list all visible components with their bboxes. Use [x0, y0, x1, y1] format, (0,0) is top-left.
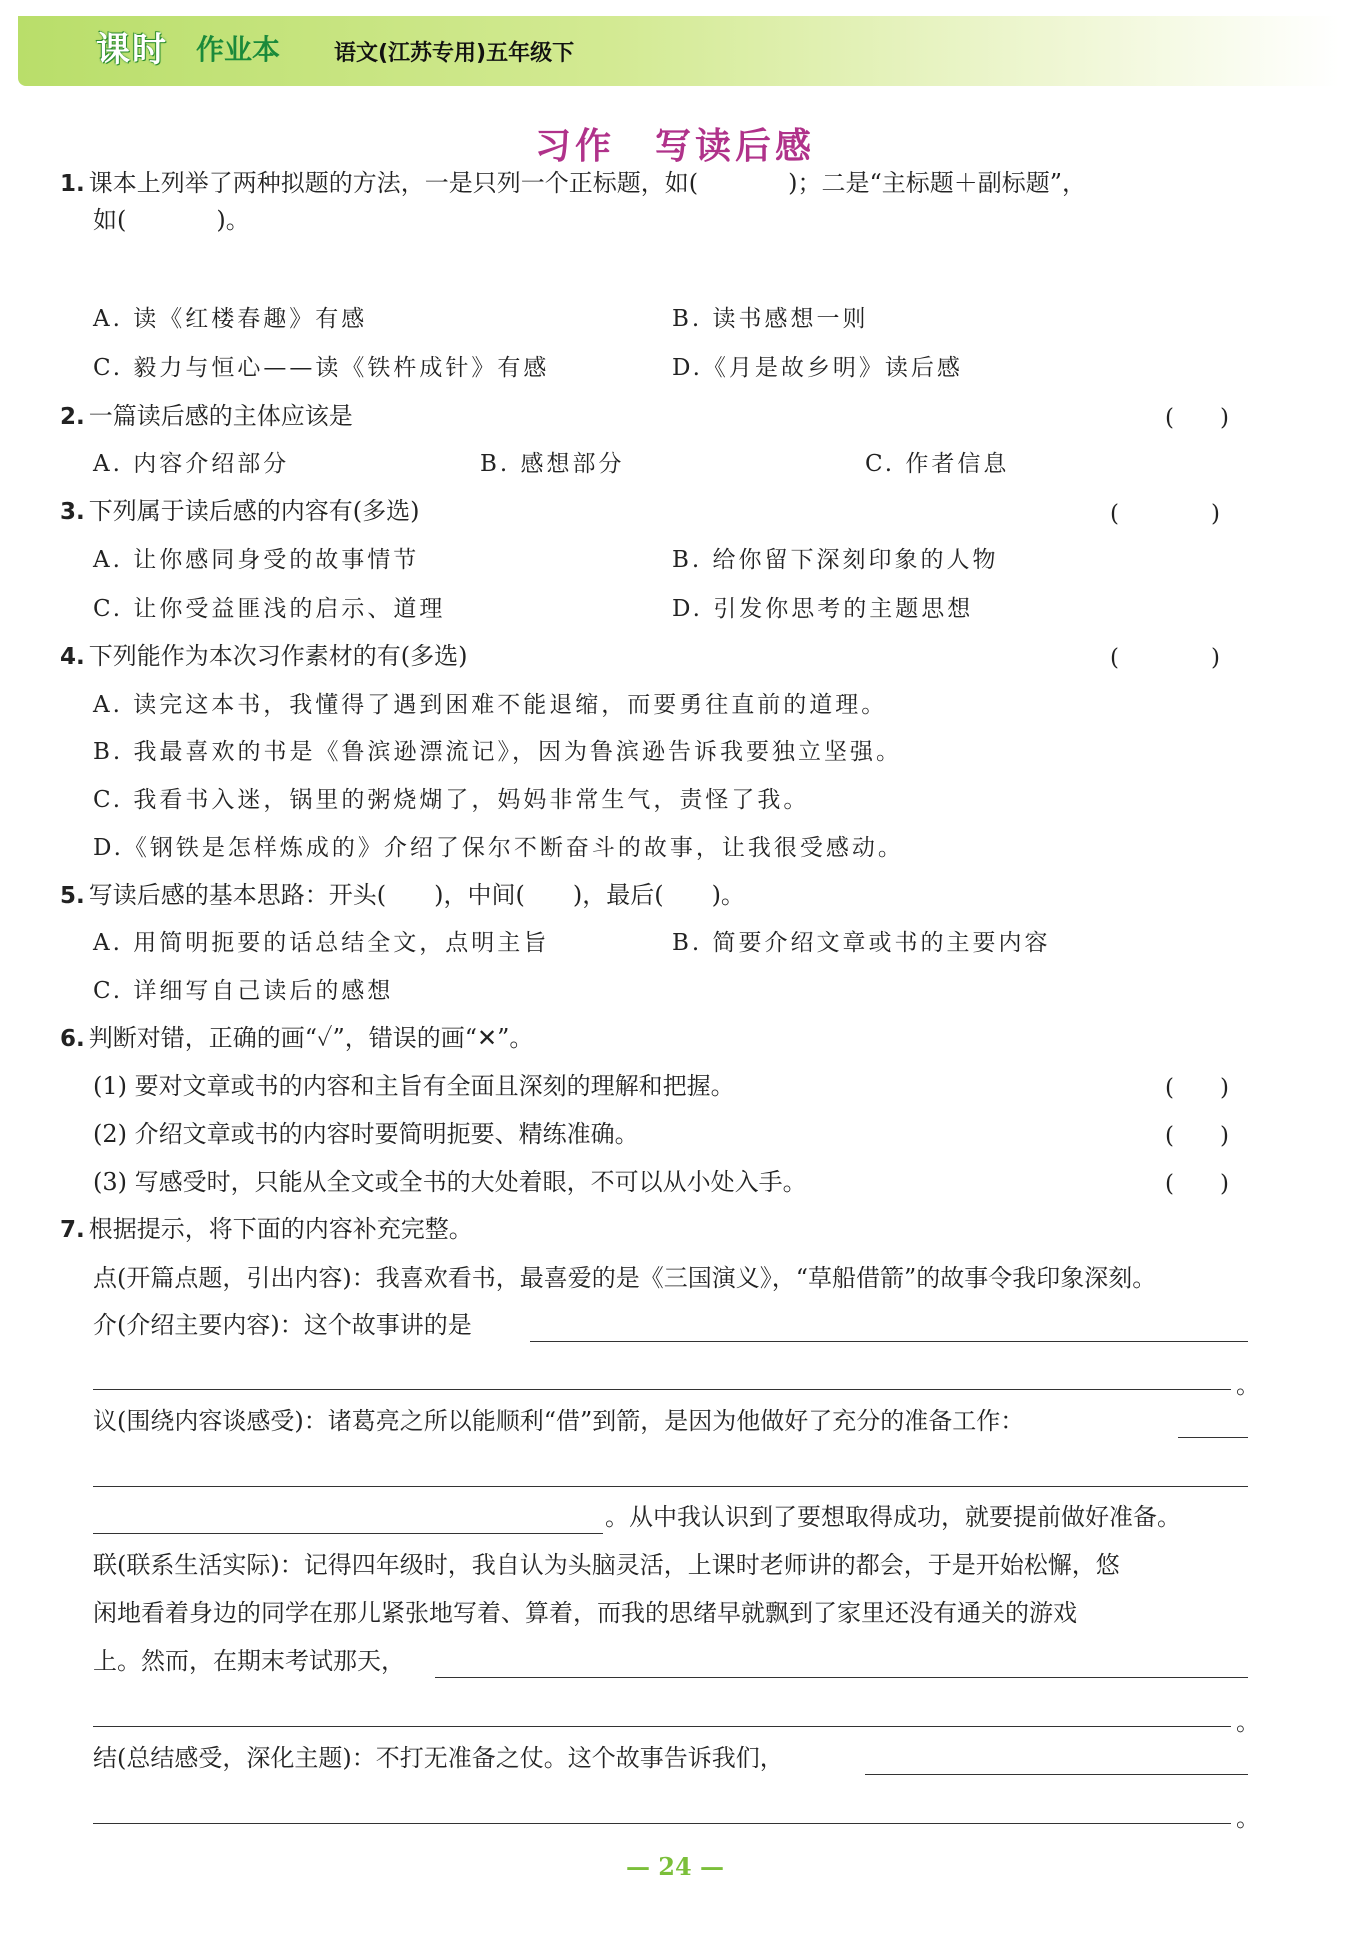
question-number: 5.: [60, 883, 85, 909]
question-number: 1.: [60, 171, 85, 197]
brand-logo: 课时: [96, 30, 168, 70]
option-b: B. 简要介绍文章或书的主要内容: [672, 930, 1051, 956]
answer-bracket[interactable]: ( ): [1110, 645, 1220, 671]
option-a: A. 让你感同身受的故事情节: [93, 547, 420, 573]
period-mark: 。: [1236, 1708, 1260, 1736]
lian-paragraph-line-3: 上。然而，在期末考试那天，: [93, 1647, 405, 1675]
answer-line[interactable]: [1178, 1436, 1248, 1438]
option-c: C. 作者信息: [865, 451, 1010, 477]
question-text: 如(: [93, 206, 127, 234]
answer-bracket[interactable]: ( ): [1165, 1075, 1229, 1101]
option-c: C. 毅力与恒心——读《铁杵成针》有感: [93, 355, 550, 381]
question-3: [60, 494, 419, 529]
question-text: 根据提示，将下面的内容补充完整。: [88, 1215, 473, 1243]
question-number: 3.: [60, 499, 85, 525]
answer-bracket[interactable]: ( ): [1165, 405, 1229, 431]
answer-line[interactable]: [93, 1532, 603, 1534]
option-a: A. 用简明扼要的话总结全文，点明主旨: [93, 930, 550, 956]
option-a: A. 读完这本书，我懂得了遇到困难不能退缩，而要勇往直前的道理。: [93, 692, 888, 718]
page-title: 习作 写读后感: [534, 126, 815, 167]
lian-paragraph-line-1: 联(联系生活实际)：记得四年级时，我自认为头脑灵活，上课时老师讲的都会，于是开始松懈，悠: [93, 1551, 1120, 1579]
question-1: [60, 166, 1086, 201]
question-text: 课本上列举了两种拟题的方法，一是只列一个正标题，如(: [88, 169, 699, 197]
question-text: )。: [216, 206, 250, 234]
question-7: [60, 1212, 473, 1247]
answer-bracket[interactable]: ( ): [1165, 1123, 1229, 1149]
option-b: B. 我最喜欢的书是《鲁滨逊漂流记》，因为鲁滨逊告诉我要独立坚强。: [93, 739, 903, 765]
question-number: 6.: [60, 1026, 85, 1052]
question-5: [60, 878, 745, 913]
option-d: D.《钢铁是怎样炼成的》介绍了保尔不断奋斗的故事，让我很受感动。: [93, 835, 904, 861]
brand-subtitle: 作业本: [196, 33, 281, 66]
question-text: )；二是“主标题＋副标题”，: [788, 169, 1087, 197]
dian-paragraph: 点(开篇点题，引出内容)：我喜欢看书，最喜爱的是《三国演义》，“草船借箭”的故事令我印象深刻。: [93, 1264, 1157, 1292]
question-number: 4.: [60, 644, 85, 670]
jie-paragraph: 介(介绍主要内容)：这个故事讲的是: [93, 1311, 472, 1339]
option-b: B. 感想部分: [480, 451, 625, 477]
option-c: C. 让你受益匪浅的启示、道理: [93, 596, 446, 622]
question-text: 一篇读后感的主体应该是: [88, 402, 353, 430]
answer-line[interactable]: [93, 1822, 1231, 1824]
question-text: 下列属于读后感的内容有(多选): [88, 497, 420, 525]
answer-line[interactable]: [93, 1388, 1231, 1390]
answer-bracket[interactable]: ( ): [1110, 501, 1220, 527]
judge-item-1: (1) 要对文章或书的内容和主旨有全面且深刻的理解和把握。: [93, 1072, 735, 1100]
question-4: [60, 639, 467, 674]
answer-line[interactable]: [865, 1773, 1248, 1775]
question-number: 7.: [60, 1217, 85, 1243]
question-6: [60, 1021, 533, 1056]
subject-label: 语文(江苏专用)五年级下: [334, 41, 575, 66]
lian-paragraph-line-2: 闲地看着身边的同学在那儿紧张地写着、算着，而我的思绪早就飘到了家里还没有通关的游戏: [93, 1599, 1077, 1627]
answer-line[interactable]: [435, 1676, 1248, 1678]
answer-line[interactable]: [530, 1340, 1248, 1342]
answer-bracket[interactable]: ( ): [1165, 1171, 1229, 1197]
option-a: A. 内容介绍部分: [93, 451, 290, 477]
option-c: C. 详细写自己读后的感想: [93, 978, 394, 1004]
yi-conclusion: 。从中我认识到了要想取得成功，就要提前做好准备。: [605, 1503, 1181, 1531]
period-mark: 。: [1236, 1804, 1260, 1832]
jie2-paragraph: 结(总结感受，深化主题)：不打无准备之仗。这个故事告诉我们，: [93, 1744, 784, 1772]
question-text: 下列能作为本次习作素材的有(多选): [88, 642, 468, 670]
judge-item-2: (2) 介绍文章或书的内容时要简明扼要、精练准确。: [93, 1120, 639, 1148]
period-mark: 。: [1236, 1371, 1260, 1399]
option-b: B. 读书感想一则: [672, 306, 869, 332]
question-text: 判断对错，正确的画“✓”，错误的画“✕”。: [88, 1024, 534, 1052]
option-a: A. 读《红楼春趣》有感: [93, 306, 368, 332]
judge-item-3: (3) 写感受时，只能从全文或全书的大处着眼，不可以从小处入手。: [93, 1168, 807, 1196]
question-2: [60, 399, 353, 434]
answer-line[interactable]: [93, 1725, 1231, 1727]
option-d: D.《月是故乡明》读后感: [672, 355, 963, 381]
page-number: — 24 —: [625, 1852, 725, 1881]
option-b: B. 给你留下深刻印象的人物: [672, 547, 999, 573]
question-text: 写读后感的基本思路：开头( )，中间( )，最后( )。: [88, 881, 745, 909]
answer-line[interactable]: [93, 1485, 1248, 1487]
header-banner: [18, 16, 1340, 86]
question-1-cont: [93, 203, 250, 237]
question-number: 2.: [60, 404, 85, 430]
option-c: C. 我看书入迷，锅里的粥烧煳了，妈妈非常生气，责怪了我。: [93, 787, 810, 813]
yi-paragraph: 议(围绕内容谈感受)：诸葛亮之所以能顺利“借”到箭，是因为他做好了充分的准备工作：: [93, 1407, 1025, 1435]
option-d: D. 引发你思考的主题思想: [672, 596, 974, 622]
